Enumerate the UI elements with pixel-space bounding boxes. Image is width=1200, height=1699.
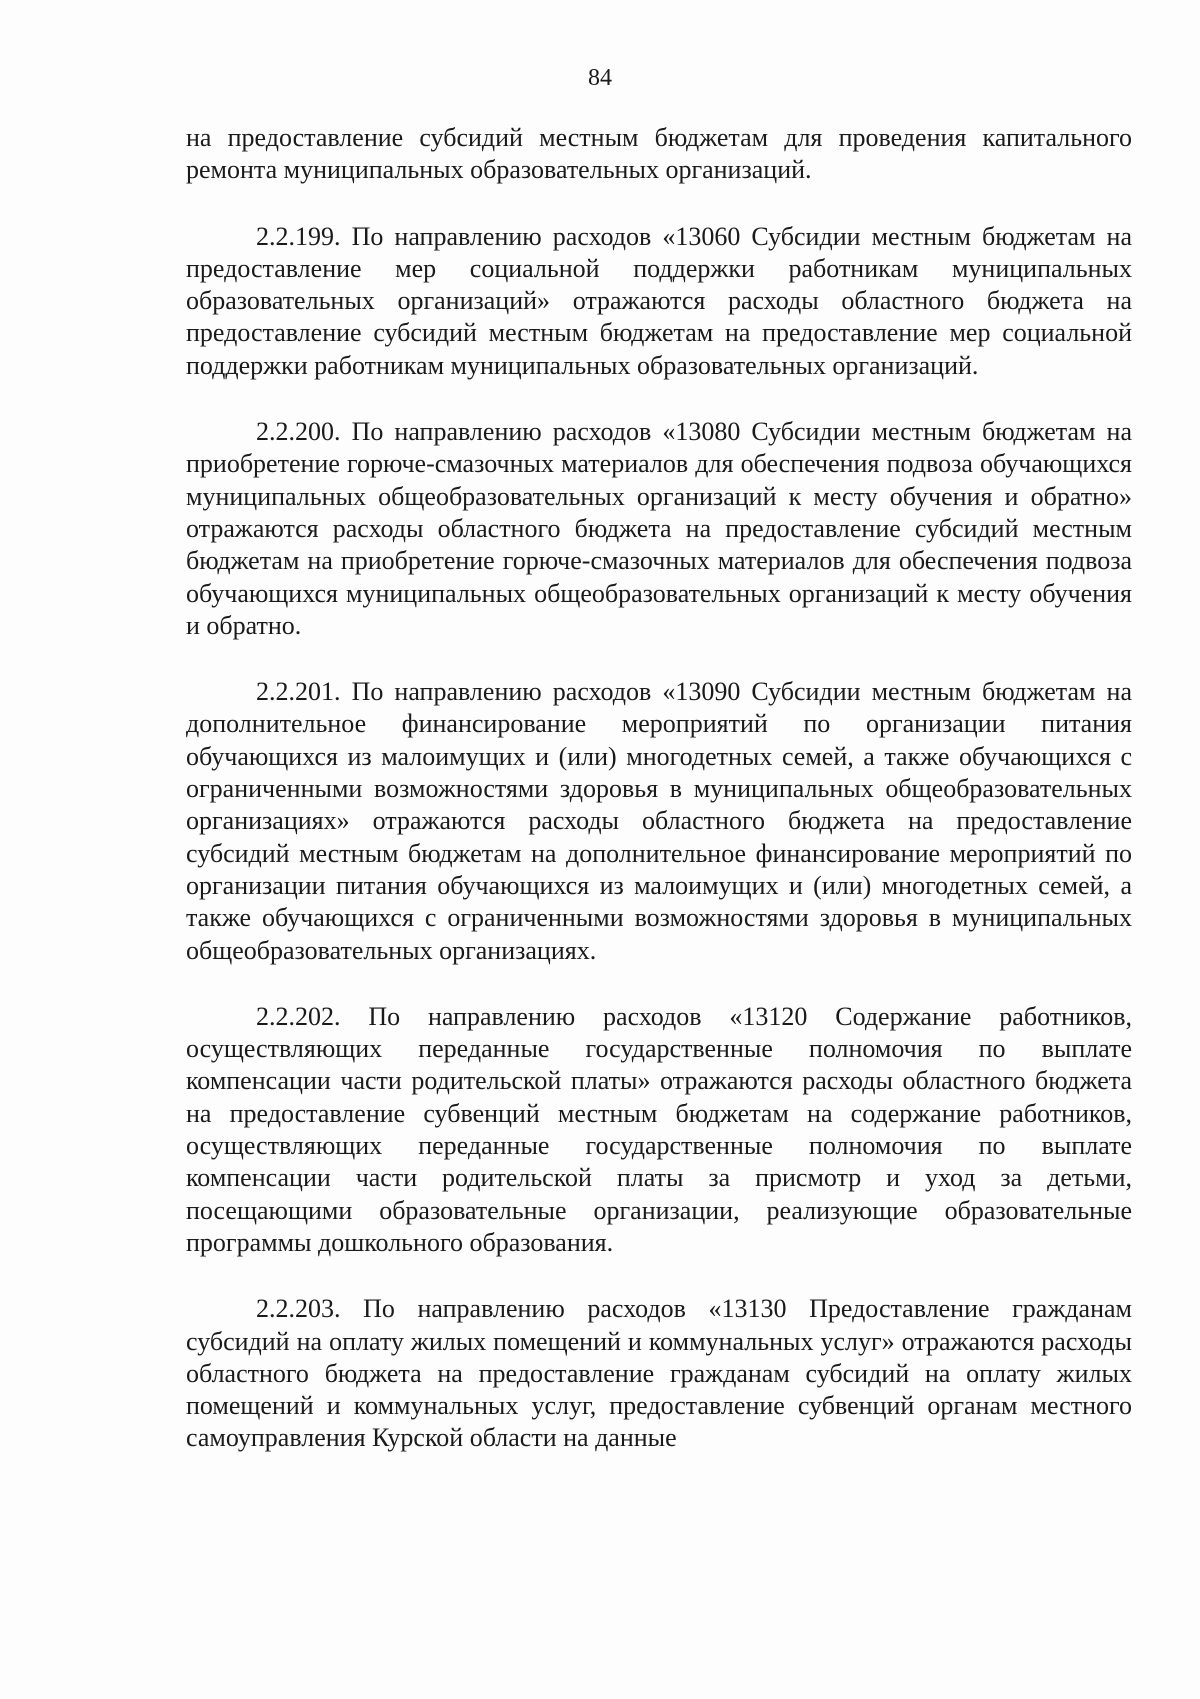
paragraph-2-2-201: 2.2.201. По направлению расходов «13090 Субсидии местным бюджетам на дополнительное финансирование мероприятий по организации питания обучающихся из малоимущих и (или) многодетных семей, а также обучающихся с ограниченными возможностями здоровья в муниципальных общеобразовательных организациях» отражаются расходы областного бюджета на предоставление субсидий местным бюджетам на дополнительное финансирование мероприятий по организации питания обучающихся из малоимущих и (или) многодетных семей, а также обучающихся с ограниченными возможностями здоровья в муниципальных общеобразовательных организациях. [186, 677, 1132, 965]
paragraph-2-2-202: 2.2.202. По направлению расходов «13120 Содержание работников, осуществляющих переданные государственные полномочия по выплате компенсации части родительской платы» отражаются расходы областного бюджета на предоставление субвенций местным бюджетам на содержание работников, осуществляющих переданные государственные полномочия по выплате компенсации части родительской платы за присмотр и уход за детьми, посещающими образовательные организации, реализующие образовательные программы дошкольного образования. [186, 1001, 1132, 1257]
paragraph-2-2-199: 2.2.199. По направлению расходов «13060 Субсидии местным бюджетам на предоставление мер социальной поддержки работникам муниципальных образовательных организаций» отражаются расходы областного бюджета на предоставление субсидий местным бюджетам на предоставление мер социальной поддержки работникам муниципальных образовательных организаций. [186, 221, 1132, 380]
paragraph-2-2-200: 2.2.200. По направлению расходов «13080 Субсидии местным бюджетам на приобретение горюче-смазочных материалов для обеспечения подвоза обучающихся муниципальных общеобразовательных организаций к месту обучения и обратно» отражаются расходы областного бюджета на предоставление субсидий местным бюджетам на приобретение горюче-смазочных материалов для обеспечения подвоза обучающихся муниципальных общеобразовательных организаций к месту обучения и обратно. [186, 417, 1132, 640]
paragraph-2-2-203: 2.2.203. По направлению расходов «13130 Предоставление гражданам субсидий на оплату жилых помещений и коммунальных услуг» отражаются расходы областного бюджета на предоставление гражданам субсидий на оплату жилых помещений и коммунальных услуг, предоставление субвенций органам местного самоуправления Курской области на данные [186, 1294, 1132, 1453]
page-number: 84 [588, 65, 612, 91]
document-body [186, 122, 1132, 1455]
paragraph-continuation: на предоставление субсидий местным бюджетам для проведения капитального ремонта муниципальных образовательных организаций. [186, 123, 1132, 185]
